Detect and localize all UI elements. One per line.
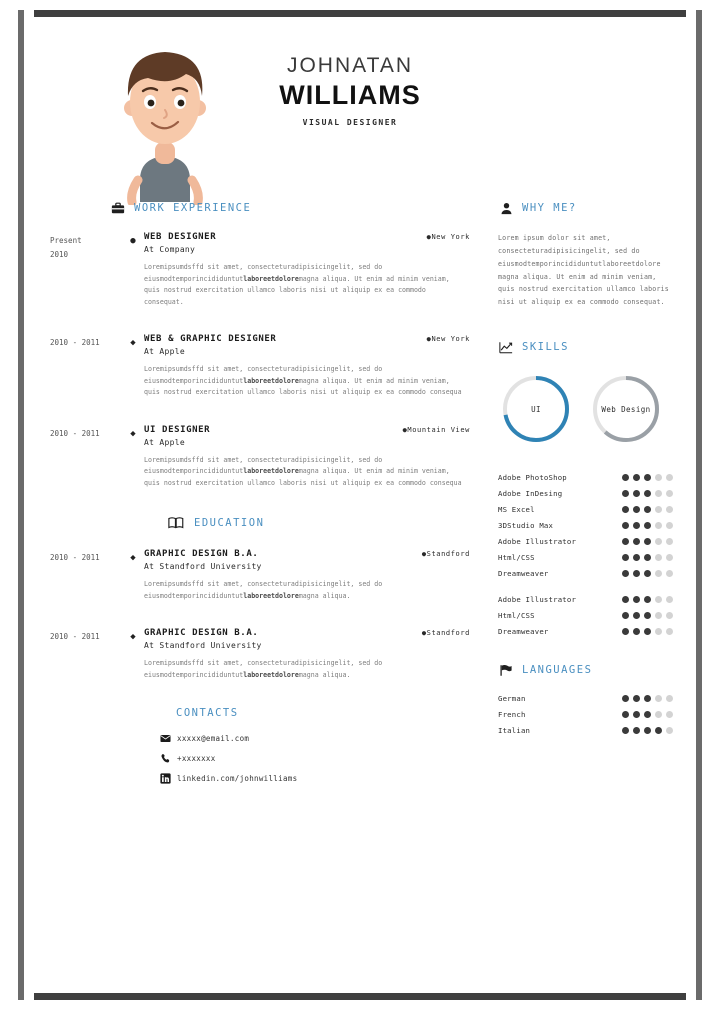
experience-date-line1: 2010 - 2011 bbox=[50, 338, 100, 348]
experience-title-row bbox=[144, 425, 470, 435]
skill-rating bbox=[622, 596, 673, 603]
skill-ring-webdesign bbox=[590, 373, 662, 445]
language-row bbox=[498, 726, 673, 735]
skills-list-primary bbox=[498, 473, 673, 578]
experience-location: ●Mountain View bbox=[402, 425, 470, 434]
section-header-why-me bbox=[498, 200, 673, 216]
avatar bbox=[100, 30, 230, 200]
skill-rings bbox=[500, 373, 673, 445]
skill-rating bbox=[622, 570, 673, 577]
job-role: VISUAL DESIGNER bbox=[302, 118, 398, 127]
skill-row bbox=[498, 505, 673, 514]
contact-linkedin-value: linkedin.com/johnwilliams bbox=[177, 774, 298, 784]
skill-row bbox=[498, 489, 673, 498]
language-rating bbox=[622, 727, 673, 734]
right-column bbox=[498, 200, 673, 742]
skill-name: Html/CSS bbox=[498, 553, 535, 563]
skill-row bbox=[498, 473, 673, 482]
experience-date bbox=[50, 425, 122, 490]
experience-job-title: WEB & GRAPHIC DESIGNER bbox=[144, 334, 277, 345]
section-title-skills: SKILLS bbox=[522, 341, 569, 354]
section-header-education bbox=[168, 515, 470, 531]
skill-row bbox=[498, 537, 673, 546]
experience-location: ●New York bbox=[426, 335, 470, 344]
experience-item bbox=[50, 334, 470, 399]
language-rating bbox=[622, 695, 673, 702]
experience-body bbox=[144, 232, 470, 308]
language-name: Italian bbox=[498, 726, 531, 736]
experience-body bbox=[144, 334, 470, 399]
experience-location: ●New York bbox=[426, 233, 470, 241]
skill-ring-ui-label: UI bbox=[531, 404, 541, 414]
section-title-work-experience: WORK EXPERIENCE bbox=[134, 202, 252, 214]
skill-rating bbox=[622, 490, 673, 497]
last-name: WILLIAMS bbox=[279, 80, 421, 110]
user-icon bbox=[498, 200, 514, 216]
education-item bbox=[50, 549, 470, 602]
experience-company: At Company bbox=[144, 245, 196, 254]
first-name: JOHNATAN bbox=[286, 54, 414, 77]
section-header-contacts bbox=[176, 707, 470, 719]
section-title-languages: LANGUAGES bbox=[522, 664, 593, 677]
experience-date bbox=[50, 334, 122, 399]
education-date-line1: 2010 - 2011 bbox=[50, 553, 100, 563]
contact-phone-value: +xxxxxxx bbox=[177, 754, 216, 764]
flag-icon bbox=[498, 662, 514, 678]
experience-title-row bbox=[144, 232, 470, 242]
skill-name: MS Excel bbox=[498, 505, 535, 515]
skill-name: Adobe InDesing bbox=[498, 489, 563, 499]
education-school: At Standford University bbox=[144, 641, 262, 651]
skill-rating bbox=[622, 506, 673, 513]
skill-name: Adobe Illustrator bbox=[498, 595, 577, 605]
envelope-icon bbox=[160, 733, 171, 744]
education-title-row bbox=[144, 628, 470, 638]
education-date bbox=[50, 628, 122, 681]
education-title-row bbox=[144, 549, 470, 559]
language-name: German bbox=[498, 694, 526, 704]
skill-name: Html/CSS bbox=[498, 611, 535, 621]
skill-row bbox=[498, 595, 673, 604]
experience-date-line1: Present bbox=[50, 236, 82, 245]
timeline-bullet-icon: ◆ bbox=[130, 428, 136, 439]
experience-item bbox=[50, 232, 470, 308]
skill-name: Dreamweaver bbox=[498, 569, 549, 579]
experience-body bbox=[144, 425, 470, 490]
experience-description: Loremipsumdsffd sit amet, consecteturadipisicingelit, sed do eiusmodtemporincididuntutlaboreetdoloremagna aliqua. Ut enim ad minim veniam, quis nostrud exercitation ullamco laboris nisi ut aliquip ex ea commodo consequa bbox=[144, 365, 462, 397]
briefcase-icon bbox=[110, 200, 126, 216]
experience-date-line1: 2010 - 2011 bbox=[50, 428, 100, 438]
education-location: ●Standford bbox=[421, 629, 470, 638]
section-header-languages bbox=[498, 662, 673, 678]
experience-description: Loremipsumdsffd sit amet, consecteturadipisicingelit, sed do eiusmodtemporincididuntutlaboreetdoloremagna aliqua. Ut enim ad minim veniam, quis nostrud exercitation ullamco laboris nisi ut aliquip ex ea commodo consequat. bbox=[144, 263, 450, 306]
section-title-contacts: CONTACTS bbox=[176, 707, 239, 720]
contact-email-value: xxxxx@email.com bbox=[177, 734, 250, 744]
right-decor-rail bbox=[696, 10, 702, 1000]
experience-title-row bbox=[144, 334, 470, 344]
experience-job-title: UI DESIGNER bbox=[144, 424, 211, 435]
skills-divider bbox=[498, 585, 673, 595]
name-block bbox=[220, 54, 480, 127]
education-date-line1: 2010 - 2011 bbox=[50, 632, 100, 642]
skill-rating bbox=[622, 538, 673, 545]
skill-row bbox=[498, 521, 673, 530]
section-title-education: EDUCATION bbox=[194, 517, 265, 530]
skill-ring-webdesign-label: Web Design bbox=[601, 404, 651, 414]
experience-description: Loremipsumdsffd sit amet, consecteturadipisicingelit, sed do eiusmodtemporincididuntutlaboreetdoloremagna aliqua. Ut enim ad minim veniam, quis nostrud exercitation ullamco laboris nisi ut aliquip ex ea commodo consequa bbox=[144, 455, 462, 487]
timeline-bullet-icon: ◆ bbox=[130, 338, 136, 349]
skill-name: Adobe Illustrator bbox=[498, 537, 577, 547]
education-item bbox=[50, 628, 470, 681]
timeline-bullet-icon: ● bbox=[130, 236, 136, 246]
bottom-decor-bar bbox=[34, 993, 686, 1000]
section-header-work-experience bbox=[110, 200, 470, 216]
experience-job-title: WEB DESIGNER bbox=[144, 232, 217, 242]
contact-phone[interactable] bbox=[160, 753, 470, 764]
contact-email[interactable] bbox=[160, 733, 470, 744]
experience-date bbox=[50, 232, 122, 308]
top-decor-bar bbox=[34, 10, 686, 17]
languages-list bbox=[498, 694, 673, 735]
language-name: French bbox=[498, 710, 526, 720]
education-description: Loremipsumdsffd sit amet, consecteturadipisicingelit, sed do eiusmodtemporincididuntutlaboreetdoloremagna aliqua. bbox=[144, 580, 383, 600]
section-header-skills bbox=[498, 339, 673, 355]
skill-rating bbox=[622, 612, 673, 619]
left-decor-rail bbox=[18, 10, 24, 1000]
skill-rating bbox=[622, 628, 673, 635]
education-school: At Standford University bbox=[144, 562, 262, 572]
skills-list-secondary bbox=[498, 595, 673, 636]
skill-rating bbox=[622, 522, 673, 529]
education-date bbox=[50, 549, 122, 602]
book-icon bbox=[168, 515, 184, 531]
contacts-list bbox=[160, 733, 470, 784]
skill-rating bbox=[622, 554, 673, 561]
linkedin-icon bbox=[160, 773, 171, 784]
skill-row bbox=[498, 569, 673, 578]
education-degree: GRAPHIC DESIGN B.A. bbox=[144, 549, 259, 560]
left-column bbox=[50, 200, 470, 793]
skill-row bbox=[498, 627, 673, 636]
experience-date-line2: 2010 bbox=[50, 250, 69, 260]
experience-item bbox=[50, 425, 470, 490]
skill-name: Adobe PhotoShop bbox=[498, 473, 567, 483]
chart-icon bbox=[498, 339, 514, 355]
skill-row bbox=[498, 611, 673, 620]
education-body bbox=[144, 549, 470, 602]
education-location: ●Standford bbox=[421, 550, 470, 559]
timeline-bullet-icon: ◆ bbox=[130, 632, 136, 643]
education-description: Loremipsumdsffd sit amet, consecteturadipisicingelit, sed do eiusmodtemporincididuntutlaboreetdoloremagna aliqua. bbox=[144, 659, 383, 679]
resume-header bbox=[60, 26, 660, 186]
skill-name: 3DStudio Max bbox=[498, 521, 554, 531]
language-rating bbox=[622, 711, 673, 718]
language-row bbox=[498, 710, 673, 719]
experience-company: At Apple bbox=[144, 437, 185, 447]
education-degree: GRAPHIC DESIGN B.A. bbox=[144, 628, 259, 639]
timeline-bullet-icon: ◆ bbox=[130, 553, 136, 564]
section-title-why-me: WHY ME? bbox=[522, 202, 577, 214]
language-row bbox=[498, 694, 673, 703]
skill-name: Dreamweaver bbox=[498, 627, 549, 637]
phone-icon bbox=[160, 753, 171, 764]
experience-company: At Apple bbox=[144, 347, 185, 357]
skill-ring-ui bbox=[500, 373, 572, 445]
why-me-text: Lorem ipsum dolor sit amet, consecteturadipisicingelit, sed do eiusmodtemporincididuntutlaboreetdolore magna aliqua. Ut enim ad minim veniam, quis nostrud exercitation ullamco laboris nisi ut aliquip ex ea commodo consequat. bbox=[498, 234, 669, 307]
education-body bbox=[144, 628, 470, 681]
skill-row bbox=[498, 553, 673, 562]
skill-rating bbox=[622, 474, 673, 481]
contact-linkedin[interactable] bbox=[160, 773, 470, 784]
